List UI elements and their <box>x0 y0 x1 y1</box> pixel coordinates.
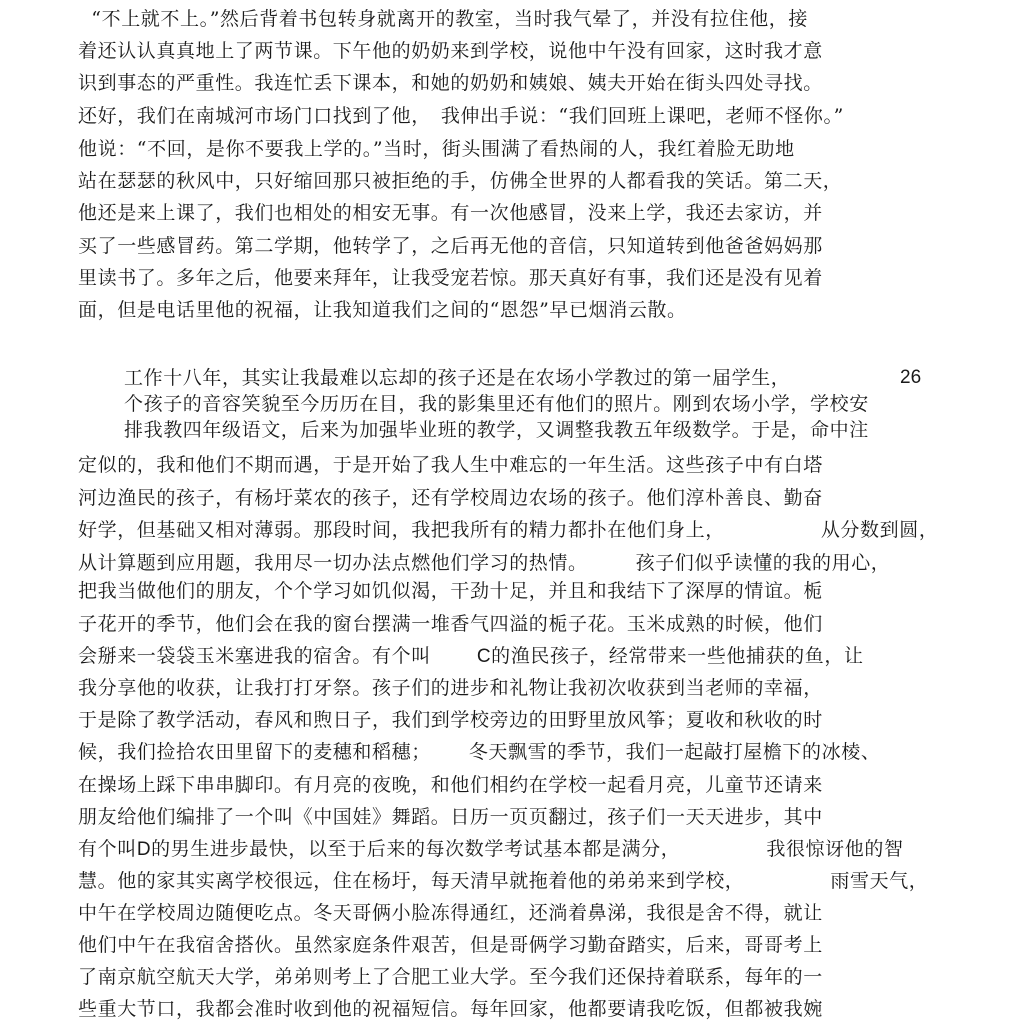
text-line: 识到事态的严重性。我连忙丢下课本，和她的奶奶和姨娘、姨夫开始在街头四处寻找。 <box>78 72 823 94</box>
text-line: 站在瑟瑟的秋风中，只好缩回那只被拒绝的手，仿佛全世界的人都看我的笑话。第二天， <box>78 170 843 192</box>
text-line: 河边渔民的孩子，有杨圩菜农的孩子，还有学校周边农场的孩子。他们淳朴善良、勤奋 <box>78 487 823 509</box>
text-line: 从计算题到应用题，我用尽一切办法点燃他们学习的热情。 孩子们似乎读懂的我的用心， <box>78 552 891 574</box>
text-line: 个孩子的音容笑貌至今历历在目，我的影集里还有他们的照片。刚到农场小学，学校安 <box>124 393 869 415</box>
text-line: 朋友给他们编排了一个叫《中国娃》舞蹈。日历一页页翻过，孩子们一天天进步，其中 <box>78 806 823 828</box>
text-line: 中午在学校周边随便吃点。冬天哥俩小脸冻得通红，还淌着鼻涕，我很是舍不得，就让 <box>78 902 823 924</box>
text-line: 有个叫D的男生进步最快，以至于后来的每次数学考试基本都是满分， 我很惊讶他的智 <box>78 838 904 860</box>
text-line: 慧。他的家其实离学校很远，住在杨圩，每天清早就拖着他的弟弟来到学校， 雨雪天气， <box>78 870 929 892</box>
text-line: 会掰来一袋袋玉米塞进我的宿舍。有个叫 C的渔民孩子，经常带来一些他捕获的鱼，让 <box>78 645 864 667</box>
text-line: 里读书了。多年之后，他要来拜年，让我受宠若惊。那天真好有事，我们还是没有见着 <box>78 267 823 289</box>
text-line: 在操场上踩下串串脚印。有月亮的夜晚，和他们相约在学校一起看月亮，儿童节还请来 <box>78 774 823 796</box>
text-line: 着还认认真真地上了两节课。下午他的奶奶来到学校，说他中午没有回家，这时我才意 <box>78 40 823 62</box>
text-line: 排我教四年级语文，后来为加强毕业班的教学，又调整我教五年级数学。于是，命中注 <box>124 419 869 441</box>
text-line: 面，但是电话里他的祝福，让我知道我们之间的“恩怨”早已烟消云散。 <box>78 299 687 321</box>
text-line: 子花开的季节，他们会在我的窗台摆满一堆香气四溢的栀子花。玉米成熟的时候，他们 <box>78 613 823 635</box>
text-line: 好学，但基础又相对薄弱。那段时间，我把我所有的精力都扑在他们身上， 从分数到圆， <box>78 519 939 541</box>
text-line: 些重大节口，我都会准时收到他的祝福短信。每年回家，他都要请我吃饭，但都被我婉 <box>78 998 823 1020</box>
text-line: 候，我们捡拾农田里留下的麦穗和稻穗； 冬天飘雪的季节，我们一起敲打屋檐下的冰棱、 <box>78 741 881 763</box>
text-line: 买了一些感冒药。第二学期，他转学了，之后再无他的音信，只知道转到他爸爸妈妈那 <box>78 235 823 257</box>
text-line: 了南京航空航天大学，弟弟则考上了合肥工业大学。至今我们还保持着联系，每年的一 <box>78 966 823 988</box>
text-line: 他还是来上课了，我们也相处的相安无事。有一次他感冒，没来上学，我还去家访，并 <box>78 202 823 224</box>
text-line: 我分享他的收获，让我打打牙祭。孩子们的进步和礼物让我初次收获到当老师的幸福， <box>78 677 823 699</box>
text-line: 他们中午在我宿舍搭伙。虽然家庭条件艰苦，但是哥俩学习勤奋踏实，后来，哥哥考上 <box>78 934 823 956</box>
page-number: 26 <box>900 367 922 388</box>
text-line: 于是除了教学活动，春风和煦日子，我们到学校旁边的田野里放风筝；夏收和秋收的时 <box>78 709 823 731</box>
text-line: 他说：“不回，是你不要我上学的。”当时，街头围满了看热闹的人，我红着脸无助地 <box>78 138 795 160</box>
text-line: 把我当做他们的朋友，个个学习如饥似渴，干劲十足，并且和我结下了深厚的情谊。栀 <box>78 580 823 602</box>
text-line: 还好，我们在南城河市场门口找到了他， 我伸出手说：“我们回班上课吧，老师不怪你。” <box>78 105 844 127</box>
text-line: 工作十八年，其实让我最难以忘却的孩子还是在农场小学教过的第一届学生， <box>124 367 791 389</box>
text-line: 定似的，我和他们不期而遇，于是开始了我人生中难忘的一年生活。这些孩子中有白塔 <box>78 454 823 476</box>
text-line: “不上就不上。”然后背着书包转身就离开的教室，当时我气晕了，并没有拉住他，接 <box>91 8 809 30</box>
